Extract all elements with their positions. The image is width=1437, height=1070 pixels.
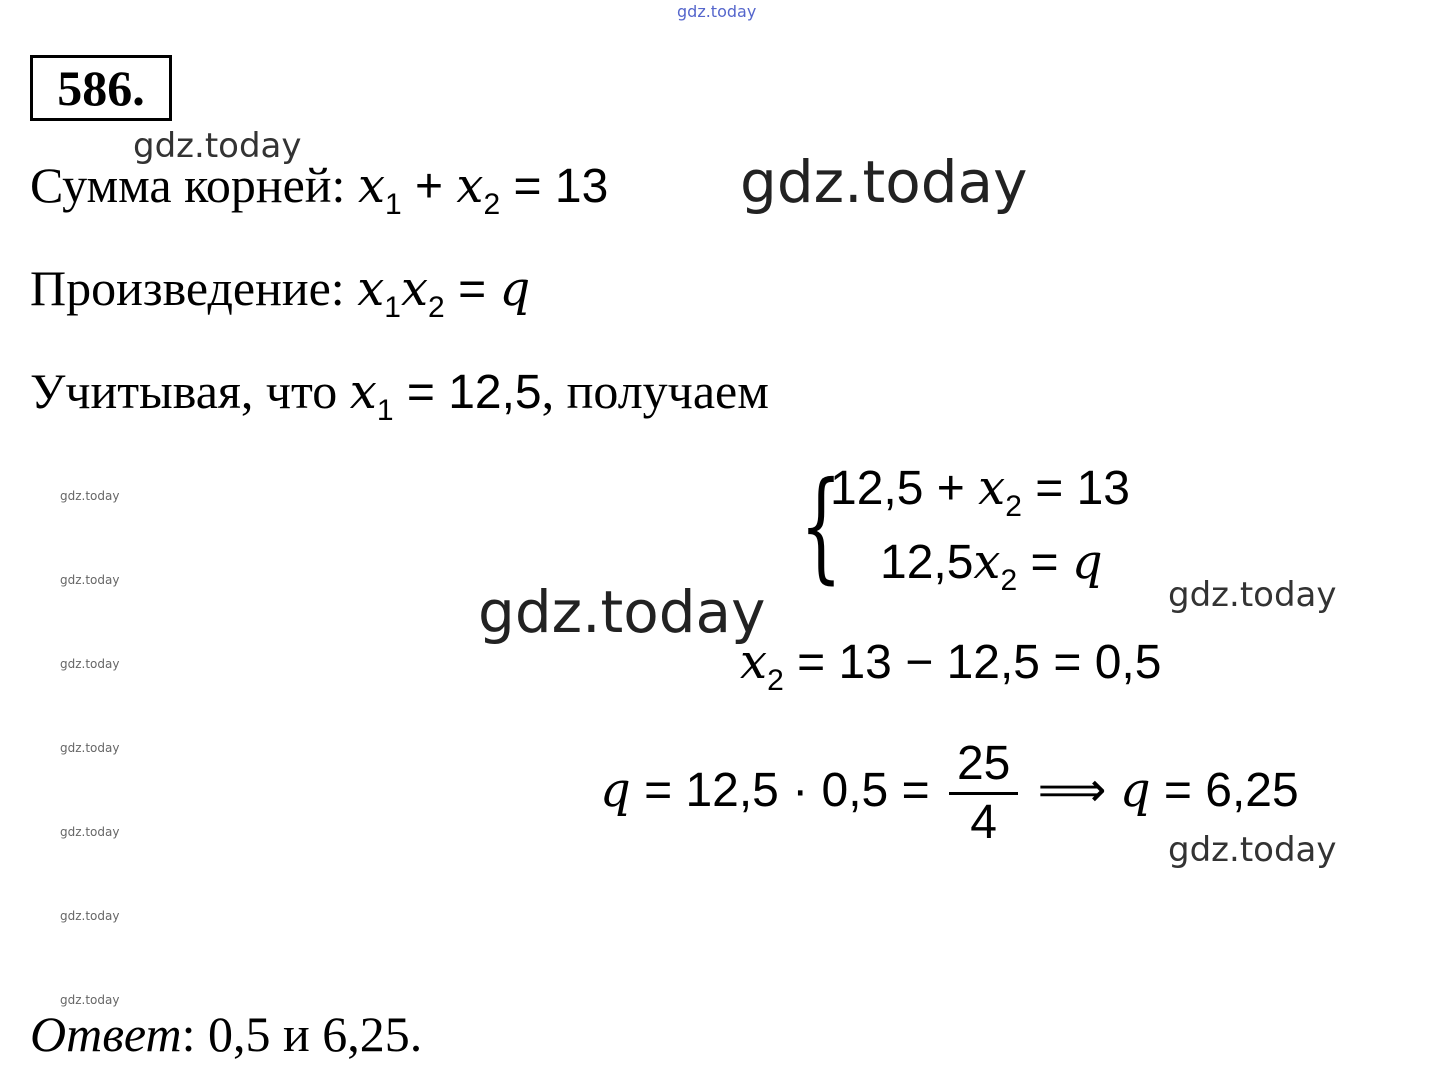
answer-label: Ответ	[30, 1006, 182, 1062]
product-expression: $x_1x_2 = q$	[357, 261, 531, 324]
fraction	[949, 736, 1018, 851]
watermark-small: gdz.today	[60, 657, 120, 671]
fraction-numerator: 25	[949, 736, 1018, 795]
system-row-1: $12,5 + x_2 = 13$	[830, 460, 1130, 523]
answer-line	[30, 1005, 422, 1063]
watermark: gdz.today	[478, 578, 766, 646]
watermark-small: gdz.today	[60, 573, 120, 587]
watermark: gdz.today	[1168, 575, 1337, 615]
watermark-top: gdz.today	[677, 2, 757, 21]
q-solution-line: q = 12,5 · 0,5 = $\frac{25}{4}$ ⟹ q = 6,25	[600, 737, 1299, 849]
sum-line	[30, 155, 608, 223]
given-line	[30, 361, 769, 429]
x2-solution-line: $x_2 = 13 - 12,5 = 0,5$	[740, 634, 1162, 697]
answer-text: : 0,5 и 6,25.	[181, 1006, 423, 1062]
given-expression: $x_1 = 12,5$	[349, 364, 542, 427]
watermark-small: gdz.today	[60, 909, 120, 923]
problem-number: 586.	[30, 55, 172, 121]
sum-label: Сумма корней:	[30, 157, 346, 213]
given-tail: , получаем	[541, 363, 769, 419]
watermark-small: gdz.today	[60, 993, 120, 1007]
system-brace: {	[800, 457, 842, 596]
system-row-2: $12,5x_2 = q$	[880, 534, 1103, 597]
sum-expression: $x_1 + x_2 = 13$	[357, 158, 609, 221]
watermark: gdz.today	[740, 148, 1028, 216]
fraction-denominator: 4	[970, 796, 997, 849]
given-label: Учитывая, что	[30, 363, 338, 419]
watermark: gdz.today	[1168, 830, 1337, 870]
product-line	[30, 258, 530, 326]
watermark: gdz.today	[133, 126, 302, 166]
watermark-small: gdz.today	[60, 741, 120, 755]
watermark-small: gdz.today	[60, 825, 120, 839]
product-label: Произведение:	[30, 260, 345, 316]
watermark-small: gdz.today	[60, 489, 120, 503]
